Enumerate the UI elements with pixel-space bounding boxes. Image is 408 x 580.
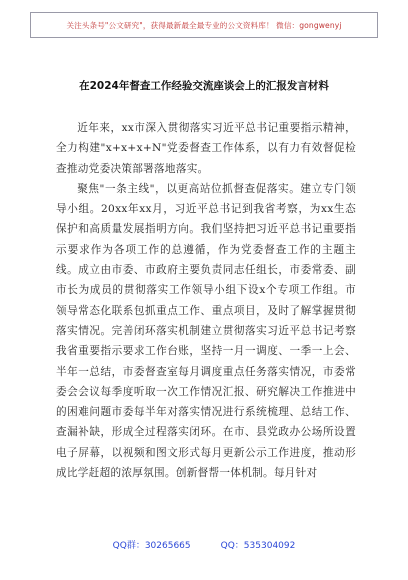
promo-header-box — [30, 12, 378, 38]
document-title: 在2024年督查工作经验交流座谈会上的汇报发言材料 — [79, 80, 329, 92]
document-body — [56, 118, 356, 483]
paragraph-intro: 近年来，xx市深入贯彻落实习近平总书记重要指示精神，全力构建"x+x+x+N"党委督查工作体系，以有力有效督促检查推动党委决策部署落地落实。 — [56, 122, 356, 175]
qq-group-number: QQ群：30265665 — [112, 541, 191, 551]
paragraph-main: 聚焦"一条主线"，以更高站位抓督查促落实。建立专门领导小组。20xx年xx月，习近平总书记到我省考察，为xx生态保护和高质量发展指明方向。我们坚持把习近平总书记重要指示要求作为各项工作的总遵循，作为党委督查工作的主题主线。成立由市委、市政府主要负责同志任组长，市委常委、副市长为成员的贯彻落实工作领导小组下设x个专项工作组。市领导常态化联系包抓重点工作、重点项目，及时了解掌握贯彻落实情况。完善闭环落实机制建立贯彻落实习近平总书记考察我省重要指示要求工作台账，坚持一月一调度、一季一上会、半年一总结，市委督查室每月调度重点任务落实情况，市委常委会会议每季度听取一次工作情况汇报、研究解决工作推进中的困难问题市委每半年对落实情况进行系统梳理、总结工作、查漏补缺，形成全过程落实闭环。在市、县党政办公场所设置电子屏幕，以视频和图文形式每月更新公示工作进度，推动形成比学赶超的浓厚氛围。创新督帮一体机制。每月针对 — [56, 182, 356, 480]
qq-number: QQ：535304092 — [220, 541, 296, 551]
contact-footer — [0, 538, 408, 551]
promo-header-text: 关注头条号"公文研究"，获得最新最全最专业的公文资料库！ 微信：gongwenyj — [66, 20, 342, 30]
